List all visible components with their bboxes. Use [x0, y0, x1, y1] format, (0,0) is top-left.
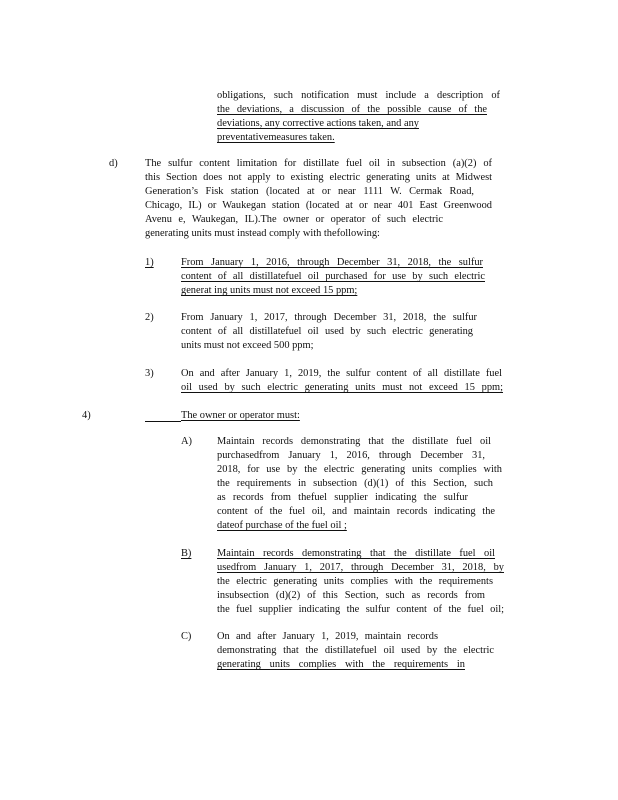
item-1-line-2: content of all distillatefuel oil purchased for use by such electric — [181, 271, 485, 282]
item-a-line-6: content of the fuel oil, and maintain records indicating the — [217, 506, 495, 517]
item-3-label: 3) — [145, 368, 154, 379]
subsection-d-label: d) — [109, 158, 118, 169]
item-2-line-3: units must not exceed 500 ppm; — [181, 340, 314, 351]
item-3-line-1: On and after January 1, 2019, the sulfur content of all distillate fuel — [181, 368, 502, 379]
intro-line-3: deviations, any corrective actions taken, and any — [217, 118, 419, 129]
item-3-paragraph — [181, 367, 502, 395]
subsection-d-paragraph — [145, 157, 492, 241]
item-a-line-5: as records from thefuel supplier indicating the sulfur — [217, 492, 468, 503]
intro-line-1: obligations, such notification must include a description of — [217, 90, 500, 101]
item-a-paragraph — [217, 435, 502, 533]
intro-line-4: preventativemeasures taken. — [217, 132, 335, 143]
d-line-4: Chicago, IL) or Waukegan station (located at or near 401 East Greenwood — [145, 200, 492, 211]
d-line-1: The sulfur content limitation for distillate fuel oil in subsection (a)(2) of — [145, 158, 492, 169]
item-c-line-3: generating units complies with the requirements in — [217, 659, 465, 670]
d-line-5: Avenu e, Waukegan, IL).The owner or operator of such electric — [145, 214, 443, 225]
item-b-line-1: Maintain records demonstrating that the distillate fuel oil — [217, 548, 495, 559]
item-a-line-7: dateof purchase of the fuel oil ; — [217, 520, 347, 531]
item-c-line-2: demonstrating that the distillatefuel oil used by the electric — [217, 645, 494, 656]
item-a-line-3: 2018, for use by the electric generating units complies with — [217, 464, 502, 475]
item-4-label: 4) — [82, 410, 91, 421]
item-b-paragraph — [217, 547, 504, 617]
item-c-paragraph — [217, 630, 494, 672]
item-1-line-3: generat ing units must not exceed 15 ppm; — [181, 285, 358, 296]
item-3-line-2: oil used by such electric generating units must not exceed 15 ppm; — [181, 382, 503, 393]
intro-paragraph — [217, 89, 500, 145]
item-2-line-1: From January 1, 2017, through December 31, 2018, the sulfur — [181, 312, 477, 323]
item-1-paragraph — [181, 256, 483, 298]
item-1-label: 1) — [145, 257, 154, 268]
item-b-line-4: insubsection (d)(2) of this Section, such as records from — [217, 590, 485, 601]
item-2-paragraph — [181, 311, 477, 353]
item-a-line-2: purchasedfrom January 1, 2016, through December 31, — [217, 450, 485, 461]
item-b-label: B) — [181, 548, 192, 559]
d-line-6: generating units must instead comply with thefollowing: — [145, 228, 380, 239]
item-b-line-5: the fuel supplier indicating the sulfur content of the fuel oil; — [217, 604, 504, 615]
item-a-label: A) — [181, 436, 192, 447]
item-1-line-1: From January 1, 2016, through December 31, 2018, the sulfur — [181, 257, 483, 268]
item-c-label: C) — [181, 631, 192, 642]
item-a-line-1: Maintain records demonstrating that the distillate fuel oil — [217, 436, 491, 447]
item-c-line-1: On and after January 1, 2019, maintain records — [217, 631, 438, 642]
item-4-text: The owner or operator must: — [181, 410, 300, 421]
d-line-2: this Section does not apply to existing electric generating units at Midwest — [145, 172, 492, 183]
item-b-line-2: usedfrom January 1, 2017, through December 31, 2018, by — [217, 562, 504, 573]
d-line-3: Generation’s Fisk station (located at or near 1111 W. Cermak Road, — [145, 186, 474, 197]
item-2-line-2: content of all distillatefuel oil used by such electric generating — [181, 326, 473, 337]
item-2-label: 2) — [145, 312, 154, 323]
item-b-line-3: the electric generating units complies with the requirements — [217, 576, 493, 587]
intro-line-2: the deviations, a discussion of the possible cause of the — [217, 104, 487, 115]
item-4-underline-lead — [145, 421, 181, 422]
item-a-line-4: the requirements in subsection (d)(1) of this Section, such — [217, 478, 493, 489]
